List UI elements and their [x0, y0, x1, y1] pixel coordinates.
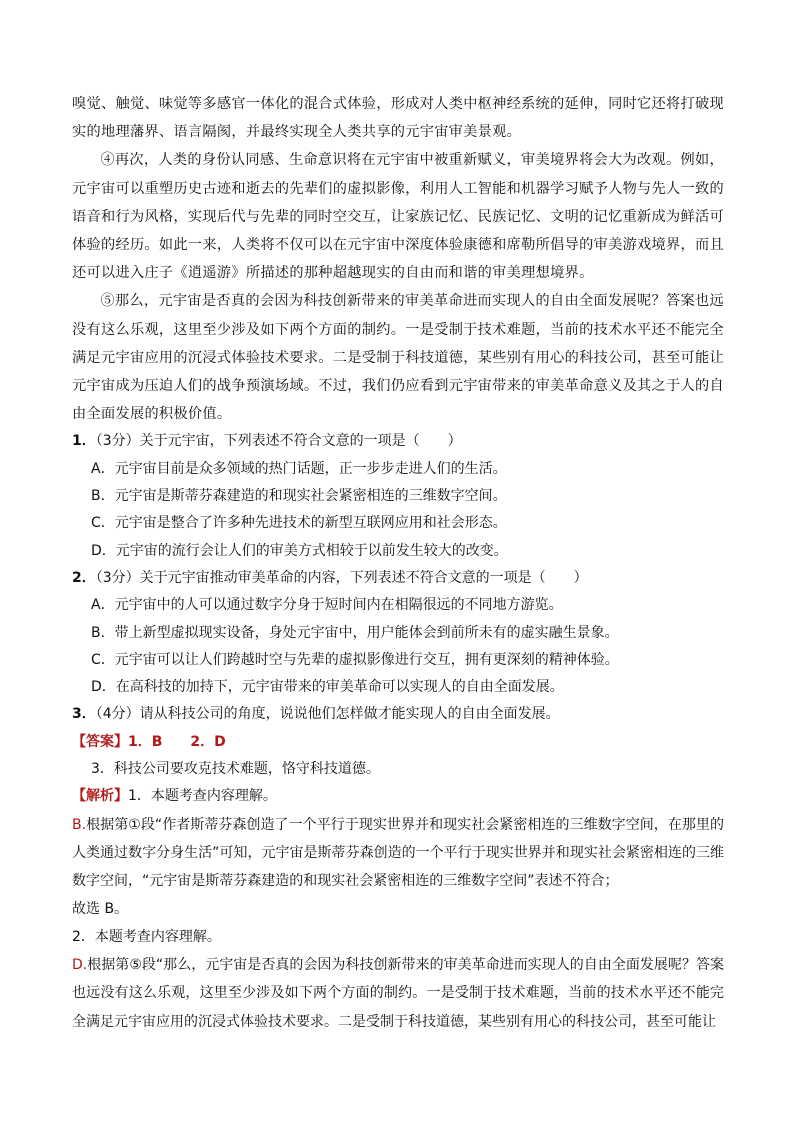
question-number: 2．: [72, 569, 96, 586]
option-b: B．带上新型虚拟现实设备，身处元宇宙中，用户能体会到前所未有的虚实融生景象。: [91, 624, 619, 641]
option-d: D．元宇宙的流行会让人们的审美方式相较于以前发生较大的改变。: [91, 542, 508, 559]
analysis-q2-lead: D.: [72, 957, 88, 974]
question-text: （3分）关于元宇宙，下列表述不符合文意的一项是（ ）: [95, 433, 462, 450]
option-a: A．元宇宙中的人可以通过数字分身于短时间内在相隔很远的不同地方游览。: [91, 597, 563, 614]
answer-label: 【答案】: [72, 733, 128, 750]
answer-choices: 1．B 2．D: [128, 733, 226, 750]
question-stem: [72, 428, 724, 455]
question-3: [72, 701, 724, 728]
question-number: 1．: [72, 433, 96, 450]
passage-paragraph-5: ⑤那么，元宇宙是否真的会因为科技创新带来的审美革命进而实现人的自由全面发展呢？答案也远没有这么乐观，这里至少涉及如下两个方面的制约。一是受制于技术难题，当前的技术水平还不能完全满足元宇宙应用的沉浸式体验技术要求。二是受制于科技道德，某些别有用心的科技公司，甚至可能让元宇宙成为压迫人们的战争预演场域。不过，我们仍应看到元宇宙带来的审美革命意义及其之于人的自由全面发展的积极价值。: [72, 293, 724, 423]
analysis-label: 【解析】: [72, 788, 128, 805]
document-page: [72, 90, 724, 1036]
analysis-header: [72, 783, 724, 810]
question-1: [72, 428, 724, 564]
question-2: [72, 565, 724, 701]
answer-block: [72, 729, 724, 1036]
option-c: C．元宇宙可以让人们跨越时空与先辈的虚拟影像进行交互，拥有更深刻的精神体验。: [91, 651, 619, 668]
analysis-q2-intro: 2．本题考查内容理解。: [72, 928, 221, 945]
passage-paragraph-4: ④再次，人类的身份认同感、生命意识将在元宇宙中被重新赋义，审美境界将会大为改观。例如，元宇宙可以重塑历史古迹和逝去的先辈们的虚拟影像，利用人工智能和机器学习赋予人物与先人一致的语音和行为风格，实现后代与先辈的同时空交互，让家族记忆、民族记忆、文明的记忆重新成为鲜活可体验的经历。如此一来，人类将不仅可以在元宇宙中深度体验康德和席勒所倡导的审美游戏境界，而且还可以进入庄子《逍遥游》所描述的那种超越现实的自由而和谐的审美理想境界。: [72, 152, 724, 282]
question-stem: [72, 701, 724, 728]
question-text: （3分）关于元宇宙推动审美革命的内容，下列表述不符合文意的一项是（ ）: [95, 569, 588, 586]
analysis-q1-text: 根据第①段“作者斯蒂芬森创造了一个平行于现实世界并和现实社会紧密相连的三维数字空间，在那里的人类通过数字分身生活”可知，元宇宙是斯蒂芬森创造的一个平行于现实世界并和现实社会紧密相连的三维数字空间，“元宇宙是斯蒂芬森建造的和现实社会紧密相连的三维数字空间”表述不符合；: [72, 816, 724, 890]
answer-line: [72, 729, 724, 756]
analysis-q1-intro: 1．本题考查内容理解。: [128, 788, 277, 805]
option-a: A．元宇宙目前是众多领域的热门话题，正一步步走进人们的生活。: [91, 460, 507, 477]
answer-q3: 3．科技公司要攻克技术难题，恪守科技道德。: [91, 761, 380, 777]
analysis-q1-conclusion: 故选 B。: [72, 901, 129, 918]
question-stem: [72, 565, 724, 592]
question-text: （4分）请从科技公司的角度，说说他们怎样做才能实现人的自由全面发展。: [95, 706, 560, 723]
analysis-q2-text: 根据第⑤段“那么，元宇宙是否真的会因为科技创新带来的审美革命进而实现人的自由全面发展呢？答案也远没有这么乐观，这里至少涉及如下两个方面的制约。一是受制于技术难题，当前的技术水平还不能完全满足元宇宙应用的沉浸式体验技术要求。二是受制于科技道德，某些别有用心的科技公司，甚至可能让: [72, 957, 724, 1030]
question-number: 3．: [72, 706, 96, 723]
passage-paragraph-3-end: 嗅觉、触觉、味觉等多感官一体化的混合式体验，形成对人类中枢神经系统的延伸，同时它还将打破现实的地理藩界、语言隔阂，并最终实现全人类共享的元宇宙审美景观。: [72, 96, 724, 141]
analysis-q1-body: [72, 811, 724, 896]
option-d: D．在高科技的加持下，元宇宙带来的审美革命可以实现人的自由全面发展。: [91, 679, 564, 696]
option-b: B．元宇宙是斯蒂芬森建造的和现实社会紧密相连的三维数字空间。: [91, 488, 507, 505]
analysis-q1-lead: B.: [72, 816, 87, 833]
option-c: C．元宇宙是整合了许多种先进技术的新型互联网应用和社会形态。: [91, 515, 507, 532]
analysis-q2-body: [72, 951, 724, 1036]
